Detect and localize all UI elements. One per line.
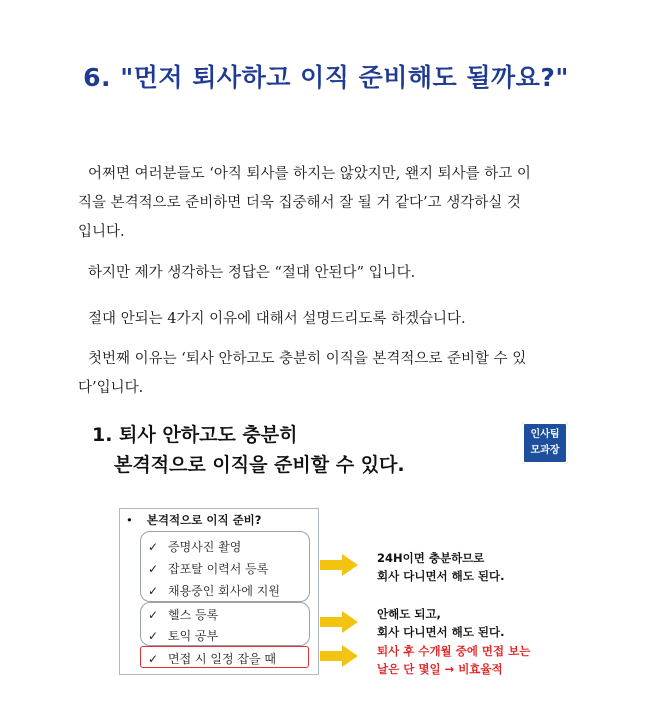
check-icon: ✓ xyxy=(148,540,159,554)
check-icon: ✓ xyxy=(148,584,159,598)
note-line: 회사 다니면서 해도 된다. xyxy=(377,569,505,583)
checklist-item: ✓ 채용중인 회사에 지원 xyxy=(148,584,280,598)
checklist-heading-text: 본격적으로 이직 준비? xyxy=(146,513,262,527)
note-3 xyxy=(377,642,530,678)
checklist-item: ✓ 잡포탈 이력서 등록 xyxy=(148,562,269,576)
bullet-icon: • xyxy=(126,513,133,527)
paragraph-3 xyxy=(78,305,576,334)
checklist-item: ✓ 증명사진 촬영 xyxy=(148,540,242,554)
note-line: 퇴사 후 수개월 중에 면접 보는 xyxy=(377,644,531,658)
section-heading-line-1: 1. 퇴사 안하고도 충분히 xyxy=(92,424,298,446)
checklist-item: ✓ 토익 공부 xyxy=(148,629,219,643)
note-2 xyxy=(377,605,504,641)
paragraph-line: 직을 본격적으로 준비하면 더욱 집중해서 잘 될 거 같다’고 생각하실 것 xyxy=(78,195,521,211)
note-1 xyxy=(377,549,504,585)
arrow-right-icon xyxy=(320,611,358,633)
checklist-item: ✓ 헬스 등록 xyxy=(148,608,219,622)
paragraph-line: 입니다. xyxy=(78,224,125,240)
section-heading-line-2: 본격적으로 이직을 준비할 수 있다. xyxy=(114,454,405,476)
note-line: 회사 다니면서 해도 된다. xyxy=(377,625,505,639)
note-line: 24H이면 충분하므로 xyxy=(377,551,485,565)
checklist-heading xyxy=(126,512,261,528)
paragraph-4 xyxy=(78,345,576,403)
badge-line-1: 인사팀 xyxy=(530,429,560,440)
section-heading xyxy=(92,420,405,480)
arrow-right-icon xyxy=(320,645,358,667)
paragraph-line: 다’입니다. xyxy=(78,380,144,396)
paragraph-line: 어쩌면 여러분들도 ‘아직 퇴사를 하지는 않았지만, 왠지 퇴사를 하고 이 xyxy=(88,166,531,182)
page-title: 6. "먼저 퇴사하고 이직 준비해도 될까요?" xyxy=(83,63,569,92)
check-icon: ✓ xyxy=(148,652,159,666)
paragraph-line: 첫번째 이유는 ‘퇴사 안하고도 충분히 이직을 본격적으로 준비할 수 있 xyxy=(88,351,527,367)
paragraph-1 xyxy=(78,160,576,247)
badge-line-2: 모과장 xyxy=(530,445,560,456)
paragraph-line: 하지만 제가 생각하는 정답은 “절대 안된다” 입니다. xyxy=(88,265,416,281)
arrow-right-icon xyxy=(320,554,358,576)
check-icon: ✓ xyxy=(148,629,159,643)
check-icon: ✓ xyxy=(148,608,159,622)
checklist-item: ✓ 면접 시 일정 잡을 때 xyxy=(148,652,276,666)
note-line: 날은 단 몇일 → 비효율적 xyxy=(377,662,503,676)
paragraph-line: 절대 안되는 4가지 이유에 대해서 설명드리도록 하겠습니다. xyxy=(88,311,466,327)
note-line: 안해도 되고, xyxy=(377,607,441,621)
author-badge xyxy=(522,422,568,464)
paragraph-2 xyxy=(78,259,576,288)
check-icon: ✓ xyxy=(148,562,159,576)
